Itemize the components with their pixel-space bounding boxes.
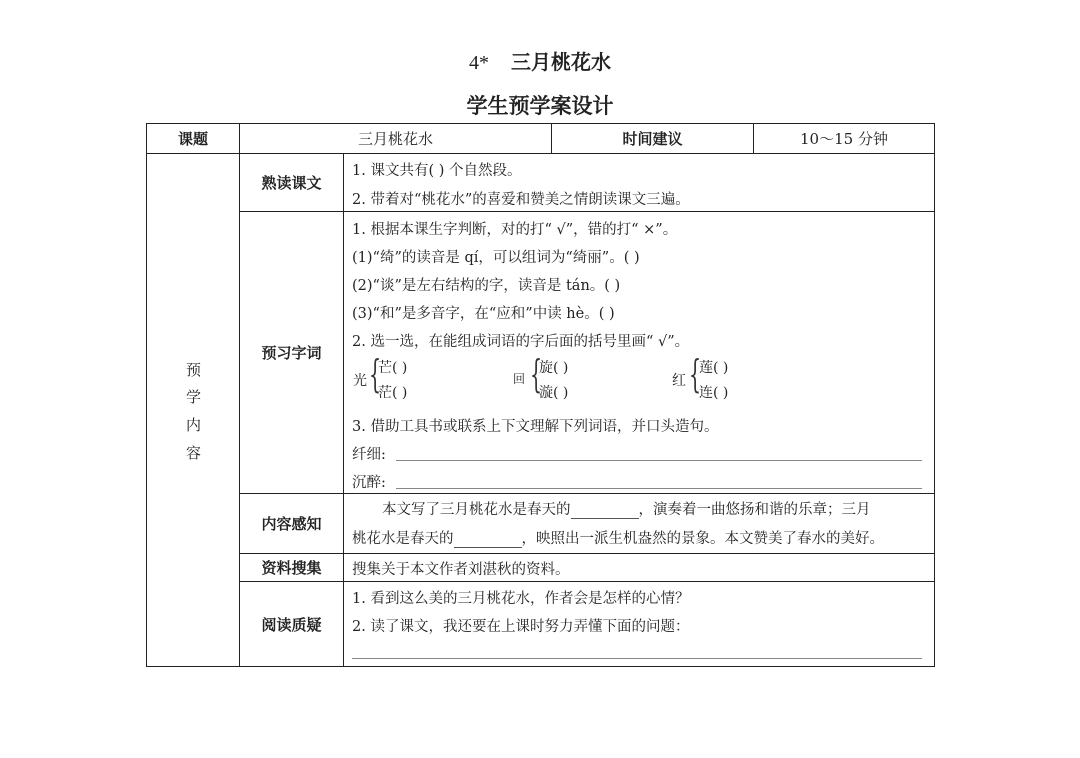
shudu-line-1: 1. 课文共有( ) 个自然段。 [352, 163, 522, 179]
neirong-text-1a: 本文写了三月桃花水是春天的 [382, 502, 571, 518]
yuxi-line-1: 1. 根据本课生字判断，对的打“ √”，错的打“ ×”。 [352, 222, 678, 238]
content-neirong [344, 494, 934, 554]
neirong-line-1 [382, 498, 871, 519]
group-head-1: 光 [353, 373, 367, 389]
group-head-3: 红 [672, 373, 686, 389]
group1-item1: 芒( ) [378, 360, 408, 376]
yuxi-line-2: (1)“绮”的读音是 qí，可以组词为“绮丽”。( ) [352, 250, 640, 266]
time-value: 10～15 分钟 [754, 124, 934, 154]
brace-icon: { [689, 352, 702, 396]
word-xianxi: 纤细: [352, 447, 386, 463]
content-yuxi [344, 212, 934, 494]
group1-item2: 茫( ) [378, 385, 408, 401]
group3-item1: 莲( ) [699, 360, 729, 376]
time-label: 时间建议 [552, 124, 754, 154]
lesson-title [0, 46, 1080, 75]
answer-line[interactable] [396, 488, 922, 489]
side-char-1: 预 [185, 361, 201, 379]
neirong-text-1b: ，演奏着一曲悠扬和谐的乐章；三月 [638, 502, 871, 518]
label-neirong: 内容感知 [240, 494, 344, 554]
word-chenzui: 沉醉: [352, 475, 386, 491]
lesson-name: 三月桃花水 [511, 50, 611, 74]
brace-icon: { [530, 352, 543, 396]
label-ziliao: 资料搜集 [240, 554, 344, 582]
group3-item2: 连( ) [699, 385, 729, 401]
yuxi-line-3: (2)“谈”是左右结构的字，读音是 tán。( ) [352, 278, 621, 294]
group-head-2: 回 [513, 372, 526, 386]
page-subtitle: 学生预学案设计 [466, 94, 614, 118]
group2-item2: 漩( ) [539, 385, 569, 401]
content-yuedu [344, 582, 934, 666]
brace-icon: { [369, 352, 382, 396]
blank-field[interactable] [454, 531, 522, 548]
label-yuxi: 预习字词 [240, 212, 344, 494]
yuedu-line-1: 1. 看到这么美的三月桃花水，作者会是怎样的心情？ [352, 591, 690, 607]
content-shudu [344, 154, 934, 212]
shudu-line-2: 2. 带着对“桃花水”的喜爱和赞美之情朗读课文三遍。 [352, 192, 690, 208]
side-column [147, 154, 240, 666]
worksheet-table [146, 123, 935, 667]
yuedu-line-2: 2. 读了课文，我还要在上课时努力弄懂下面的问题： [352, 619, 690, 635]
neirong-text-2b: ，映照出一派生机盎然的景象。本文赞美了春水的美好。 [521, 531, 884, 547]
yuxi-line-4: (3)“和”是多音字，在“应和”中读 hè。( ) [352, 306, 615, 322]
yuxi-line-5: 2. 选一选，在能组成词语的字后面的括号里画“ √”。 [352, 334, 690, 350]
topic-value: 三月桃花水 [240, 124, 552, 154]
side-char-4: 容 [185, 444, 201, 462]
content-ziliao [344, 554, 934, 582]
ziliao-text: 搜集关于本文作者刘湛秋的资料。 [352, 562, 570, 578]
answer-line[interactable] [396, 460, 922, 461]
neirong-text-2a: 桃花水是春天的 [352, 531, 454, 547]
topic-label: 课题 [147, 124, 240, 154]
blank-field[interactable] [571, 502, 639, 519]
neirong-line-2 [352, 527, 884, 548]
label-yuedu: 阅读质疑 [240, 582, 344, 666]
yuxi-line-6: 3. 借助工具书或联系上下文理解下列词语，并口头造句。 [352, 419, 719, 435]
answer-line[interactable] [352, 658, 922, 659]
lesson-number: 4* [469, 52, 489, 74]
group2-item1: 旋( ) [539, 360, 569, 376]
side-char-2: 学 [185, 388, 201, 406]
side-char-3: 内 [185, 416, 201, 434]
label-shudu: 熟读课文 [240, 154, 344, 212]
